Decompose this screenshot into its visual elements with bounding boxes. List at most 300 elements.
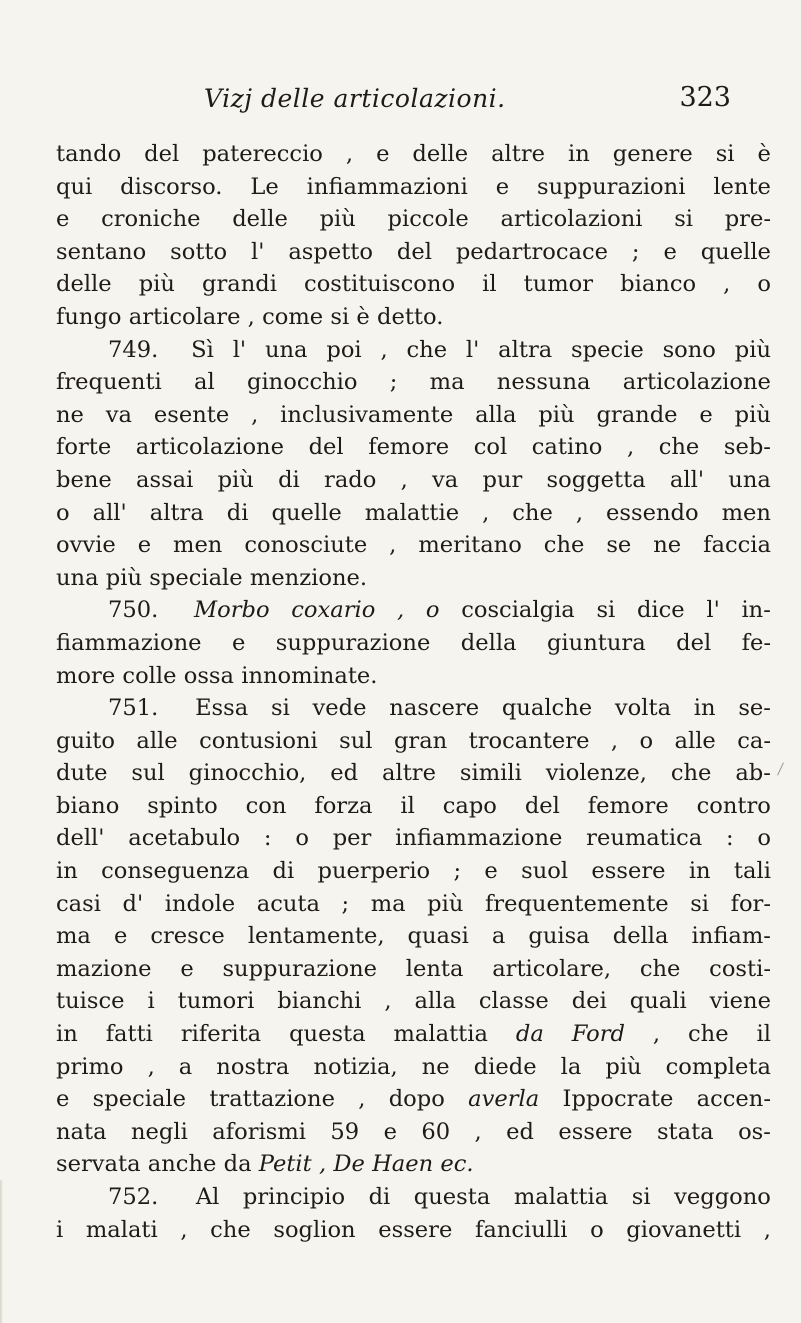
word: trattazione [209, 1086, 335, 1113]
word: poi [326, 336, 362, 363]
word: più [734, 401, 771, 428]
word: o [639, 727, 654, 754]
word: ; [453, 858, 462, 885]
text-line [56, 171, 771, 204]
word: menzione. [249, 564, 368, 591]
word: primo [56, 1053, 124, 1080]
text-line [56, 399, 771, 432]
word: dei [571, 988, 607, 1015]
word: più [427, 890, 464, 917]
word: si [690, 890, 710, 917]
word: detto. [377, 303, 444, 330]
paragraph-751-first-line [56, 692, 771, 725]
word: ; [631, 238, 640, 265]
word: qualche [501, 695, 593, 722]
word: genere [612, 141, 693, 167]
word: essere [558, 1118, 633, 1145]
word: o [56, 499, 70, 526]
word: delle [232, 206, 288, 233]
word: , [763, 1216, 771, 1243]
word: articolare [128, 303, 241, 330]
word: l' [232, 336, 247, 363]
word: i [147, 988, 155, 1015]
word: Petit [258, 1151, 312, 1178]
word: più [105, 564, 143, 591]
word: e [56, 206, 70, 233]
word: e [663, 238, 677, 265]
word: accen- [696, 1086, 771, 1113]
word: del [144, 141, 180, 167]
paragraph-number: 751. [108, 695, 159, 722]
text-line [56, 497, 771, 530]
text-line [56, 562, 771, 595]
word: l' [465, 336, 480, 363]
running-title: Vizj delle articolazioni. [204, 84, 506, 113]
word: ; [389, 369, 398, 396]
word: suppurazione [275, 629, 431, 656]
text-line [56, 1214, 771, 1247]
word: , [384, 988, 392, 1015]
page-number: 323 [679, 82, 731, 113]
word: , [610, 727, 619, 754]
word: more [56, 662, 116, 689]
word: giovanetti [626, 1216, 742, 1243]
text-line [56, 985, 771, 1018]
word: una [56, 564, 99, 591]
text-line [56, 464, 771, 497]
paragraph-752-first-line [56, 1181, 771, 1214]
word: rado [324, 466, 377, 493]
word: averla [468, 1086, 540, 1113]
word: negli [131, 1118, 188, 1145]
word: , [400, 466, 408, 493]
word: , [482, 499, 490, 526]
word: contro [696, 792, 771, 819]
word: o [295, 825, 309, 852]
word: piccole [387, 206, 469, 233]
word: tando [56, 141, 122, 167]
word: nostra [216, 1053, 290, 1080]
word: malattia [393, 1021, 488, 1048]
paragraph-750-first-line [56, 594, 771, 627]
word: os- [738, 1118, 771, 1145]
paragraph-number: 752. [108, 1184, 159, 1210]
word: aforismi [212, 1118, 306, 1145]
word: for- [730, 890, 771, 917]
word: trocantere [468, 727, 590, 754]
word: ed [330, 760, 359, 787]
body-text [56, 138, 771, 1246]
word: speciale [92, 1086, 187, 1113]
word: che [658, 434, 700, 461]
word: sentano [56, 238, 147, 265]
word: aspetto [288, 238, 373, 265]
word: l' [250, 238, 265, 265]
word: ne [421, 1053, 450, 1080]
word: ginocchio [246, 369, 358, 396]
word: seb- [723, 434, 771, 461]
word: men [721, 499, 771, 526]
word: che [210, 1216, 251, 1243]
word: al [194, 369, 215, 396]
word: classe [478, 988, 549, 1015]
word: quelle [271, 499, 342, 526]
word: , [358, 1086, 366, 1113]
word: in [693, 695, 716, 722]
text-line [56, 790, 771, 823]
text-line [56, 920, 771, 953]
word: è [757, 141, 771, 167]
word: d' [122, 890, 144, 917]
word: articolazione [135, 434, 284, 461]
word: sono [662, 336, 716, 363]
word: va [432, 466, 459, 493]
word: spinto [147, 792, 218, 819]
text-line [56, 366, 771, 399]
word: si [631, 1184, 651, 1210]
word: violenze, [545, 760, 647, 787]
word: alle [674, 727, 716, 754]
word: più [217, 466, 254, 493]
word: ne [653, 532, 682, 559]
word: se- [738, 695, 771, 722]
word: De [333, 1151, 365, 1178]
word: e [699, 401, 713, 428]
word: si [674, 206, 694, 233]
word: pre- [724, 206, 771, 233]
word: acetabulo [128, 825, 241, 852]
word: forza [314, 792, 373, 819]
word: ovvie [56, 532, 116, 559]
word: contusioni [199, 727, 318, 754]
word: più [538, 401, 575, 428]
word: il [756, 1021, 771, 1048]
word: innominate. [241, 662, 378, 689]
word: e [495, 173, 510, 200]
word: delle [56, 271, 112, 298]
word: che [639, 955, 681, 982]
word: l' [706, 597, 720, 624]
word: guisa [528, 923, 590, 950]
word: bianchi [277, 988, 362, 1015]
word: quali [629, 988, 687, 1015]
word: suppurazione [222, 955, 377, 982]
word: Haen [372, 1151, 434, 1178]
word: bianco [620, 271, 697, 298]
text-line [56, 138, 771, 171]
word: una [264, 336, 308, 363]
word: assai [136, 466, 194, 493]
word: o [425, 597, 440, 624]
word: ec. [440, 1151, 474, 1178]
word: questa [289, 1021, 366, 1048]
text-line [56, 236, 771, 269]
word: femore [587, 792, 669, 819]
word: ; [341, 890, 350, 917]
word: fe- [741, 629, 771, 656]
word: gran [393, 727, 448, 754]
text-line [56, 431, 771, 464]
word: e [383, 1118, 397, 1145]
text-line [56, 1051, 771, 1084]
word: tumor [523, 271, 594, 298]
word: , [247, 303, 255, 330]
word: malattie [364, 499, 460, 526]
word: ne [56, 401, 84, 428]
word: dute [56, 760, 108, 787]
word: infiam- [691, 923, 771, 950]
word: 59 [330, 1118, 360, 1145]
word: ma [429, 369, 465, 396]
text-line [56, 757, 771, 790]
word: dopo [388, 1086, 445, 1113]
word: principio [242, 1184, 346, 1210]
word: conseguenza [101, 858, 250, 885]
word: e [180, 955, 194, 982]
word: servata [56, 1151, 141, 1178]
word: , [723, 271, 731, 298]
word: in [56, 858, 78, 885]
word: Le [250, 173, 279, 200]
word: in [56, 1021, 78, 1048]
word: , [389, 532, 397, 559]
word: viene [709, 988, 771, 1015]
word: , [345, 141, 354, 167]
word: articolazioni [500, 206, 643, 233]
word: col [473, 434, 508, 461]
word: , [626, 434, 635, 461]
word: completa [665, 1053, 771, 1080]
word: , [251, 401, 259, 428]
word: femore [368, 434, 450, 461]
word: , [318, 1151, 327, 1178]
word: i [56, 1216, 64, 1243]
word: dice [636, 597, 685, 624]
word: a [491, 923, 506, 950]
word: ab- [735, 760, 771, 787]
word: discorso. [120, 173, 223, 200]
word: : [725, 825, 734, 852]
word: lente [713, 173, 771, 200]
word: essendo [606, 499, 699, 526]
margin-mark [777, 762, 784, 775]
word: soggetta [546, 466, 646, 493]
word: dell' [56, 825, 105, 852]
word: notizia, [313, 1053, 398, 1080]
word: di [226, 499, 249, 526]
word: e [56, 1086, 70, 1113]
word: biano [56, 792, 120, 819]
word: fanciulli [474, 1216, 568, 1243]
word: altra [149, 499, 204, 526]
word: catino [531, 434, 603, 461]
word: , [147, 1053, 155, 1080]
word: ossa [183, 662, 234, 689]
word: per [332, 825, 372, 852]
word: lenta [405, 955, 464, 982]
word: costi- [709, 955, 771, 982]
word: Essa [195, 695, 249, 722]
word: 60 [421, 1118, 451, 1145]
word: questa [413, 1184, 491, 1210]
word: malati [85, 1216, 158, 1243]
word: Sì [191, 336, 214, 363]
word: la [560, 1053, 582, 1080]
word: e [231, 629, 246, 656]
word: in [568, 141, 590, 167]
word: del [524, 792, 560, 819]
word: all' [92, 499, 127, 526]
word: da [515, 1021, 544, 1048]
word: essere [591, 858, 666, 885]
word: della [460, 629, 517, 656]
word: casi [56, 890, 101, 917]
word: sul [339, 727, 373, 754]
word: del [396, 238, 432, 265]
word: nascere [389, 695, 480, 722]
word: nessuna [496, 369, 591, 396]
text-line [56, 888, 771, 921]
word: stata [656, 1118, 714, 1145]
word: grandi [202, 271, 277, 298]
word: suol [521, 858, 569, 885]
paragraph-number: 749. [108, 336, 159, 363]
word: , [575, 499, 584, 526]
word: lentamente, [247, 923, 385, 950]
word: alla [414, 988, 456, 1015]
word: , [380, 336, 388, 363]
word: qui [56, 173, 93, 200]
word: essere [378, 1216, 453, 1243]
text-line [56, 953, 771, 986]
text-line [56, 1083, 771, 1116]
word: fungo [56, 303, 122, 330]
word: , [652, 1021, 661, 1048]
word: di [368, 1184, 391, 1210]
word: ma [56, 923, 91, 950]
text-line [56, 203, 771, 236]
word: che [406, 336, 448, 363]
word: ed [506, 1118, 534, 1145]
word: , [397, 597, 405, 624]
word: riferita [180, 1021, 262, 1048]
word: più [319, 206, 356, 233]
word: inclusivamente [280, 401, 454, 428]
word: alle [136, 727, 178, 754]
text-line [56, 822, 771, 855]
word: reumatica [586, 825, 703, 852]
word: alla [475, 401, 517, 428]
word: , [474, 1118, 482, 1145]
word: che [670, 760, 712, 787]
word: si [270, 695, 290, 722]
word: : [263, 825, 272, 852]
word: articolare, [492, 955, 612, 982]
text-line [56, 1148, 771, 1181]
word: acuta [256, 890, 320, 917]
word: si [715, 141, 735, 167]
page-edge-shadow [0, 1180, 3, 1323]
text-line [56, 301, 771, 334]
word: Ippocrate [562, 1086, 674, 1113]
text-line [56, 1116, 771, 1149]
word: con [245, 792, 287, 819]
word: quasi [407, 923, 469, 950]
word: tumori [177, 988, 255, 1015]
word: guito [56, 727, 115, 754]
word: veggono [674, 1184, 771, 1210]
text-line [56, 627, 771, 660]
word: ginocchio, [188, 760, 307, 787]
word: una [728, 466, 771, 493]
text-line [56, 660, 771, 693]
word: capo [442, 792, 497, 819]
word: pur [482, 466, 523, 493]
word: quelle [700, 238, 771, 265]
word: sotto [170, 238, 228, 265]
word: puerperio [317, 858, 431, 885]
word: frequenti [56, 369, 162, 396]
word: forte [56, 434, 112, 461]
word: o [757, 271, 771, 298]
word: indole [164, 890, 236, 917]
word: è [356, 303, 370, 330]
word: delle [412, 141, 469, 167]
word: tali [733, 858, 771, 885]
word: pedartrocace [455, 238, 609, 265]
word: di [278, 466, 300, 493]
word: infiammazioni [306, 173, 468, 200]
word: più [605, 1053, 642, 1080]
word: cresce [150, 923, 225, 950]
word: nata [56, 1118, 107, 1145]
text-line [56, 529, 771, 562]
text-line [56, 268, 771, 301]
word: e [484, 858, 498, 885]
paragraph-number: 750. [108, 597, 159, 624]
word: o [757, 825, 771, 852]
word: altre [382, 760, 436, 787]
word: faccia [703, 532, 771, 559]
word: costituiscono [304, 271, 456, 298]
word: coxario [291, 597, 376, 624]
word: Al [195, 1184, 220, 1210]
word: fatti [105, 1021, 153, 1048]
word: specie [571, 336, 644, 363]
word: della [612, 923, 669, 950]
word: articolazione [622, 369, 771, 396]
word: speciale [149, 564, 243, 591]
word: che [688, 1021, 729, 1048]
word: va [105, 401, 133, 428]
word: e [137, 532, 152, 559]
word: colle [122, 662, 177, 689]
word: soglion [273, 1216, 356, 1243]
word: , [180, 1216, 188, 1243]
word: malattia [513, 1184, 609, 1210]
word: all' [669, 466, 705, 493]
word: men [173, 532, 223, 559]
word: del [676, 629, 712, 656]
word: il [400, 792, 415, 819]
word: il [482, 271, 497, 298]
word: altre [491, 141, 546, 167]
word: più [734, 336, 771, 363]
word: di [272, 858, 295, 885]
word: ca- [737, 727, 771, 754]
word: Ford [571, 1021, 626, 1048]
word: volta [614, 695, 672, 722]
